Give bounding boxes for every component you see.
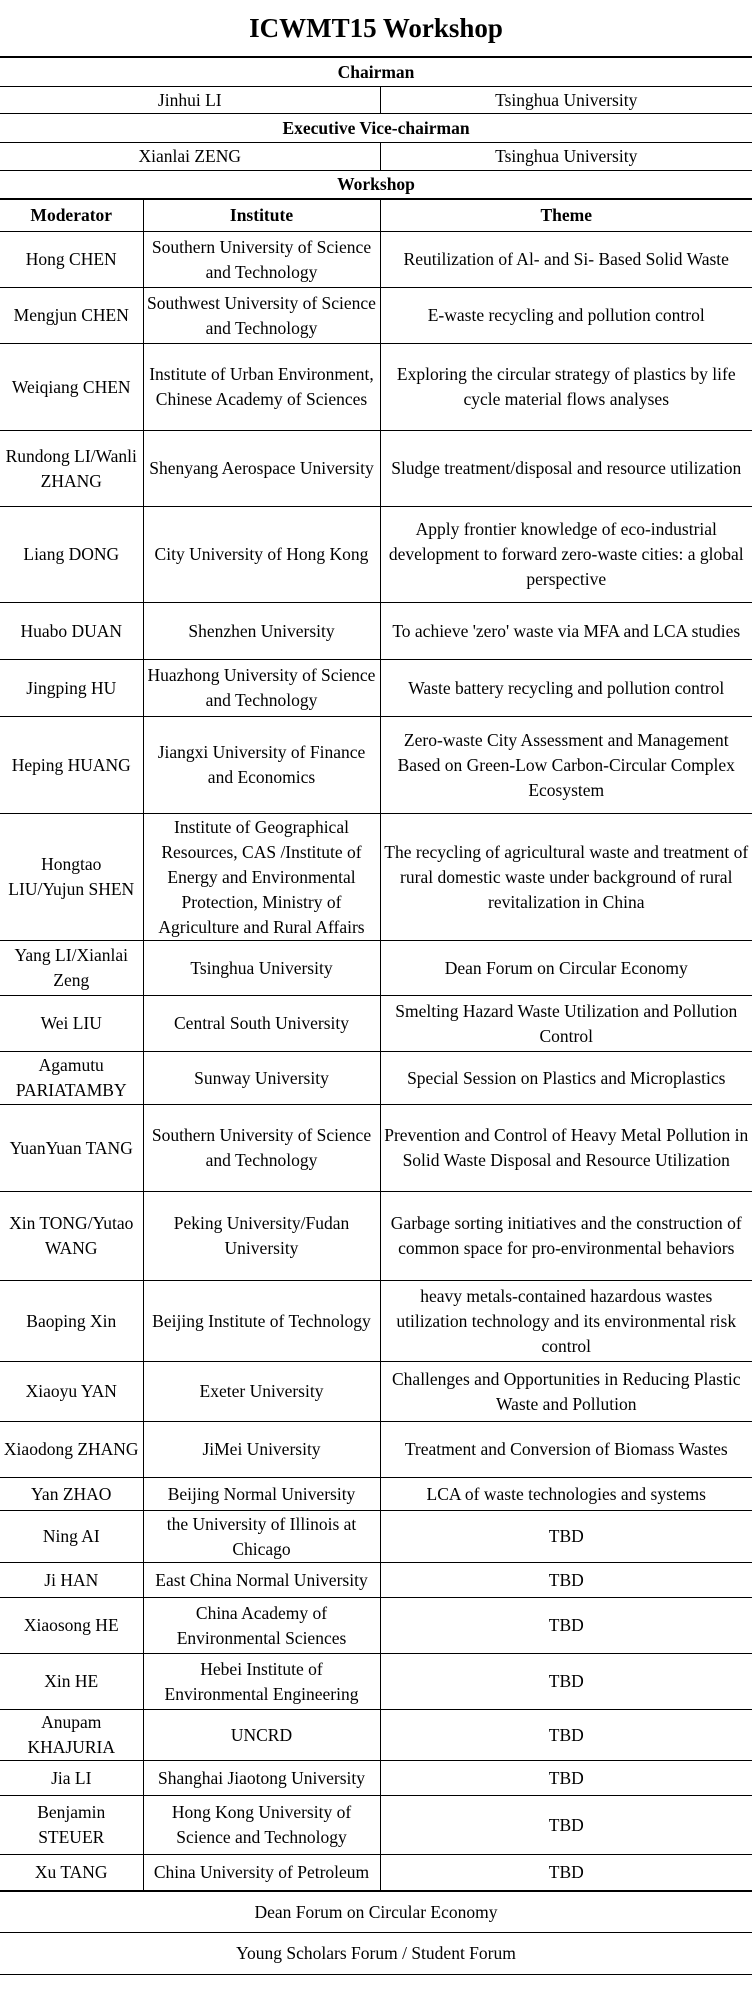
table-row xyxy=(0,996,752,1052)
document-title: ICWMT15 Workshop xyxy=(0,0,752,57)
moderator-cell: Heping HUANG xyxy=(0,717,143,814)
institute-cell: UNCRD xyxy=(143,1710,380,1761)
theme-cell: Garbage sorting initiatives and the construction of common space for pro-environmental behaviors xyxy=(380,1192,752,1281)
theme-cell: The recycling of agricultural waste and treatment of rural domestic waste under background of rural revitalization in China xyxy=(380,814,752,941)
institute-cell: Peking University/Fudan University xyxy=(143,1192,380,1281)
moderator-cell: Wei LIU xyxy=(0,996,143,1052)
table-row xyxy=(0,1422,752,1478)
institute-cell: the University of Illinois at Chicago xyxy=(143,1511,380,1563)
institute-cell: Central South University xyxy=(143,996,380,1052)
institute-cell: Southern University of Science and Technology xyxy=(143,1105,380,1192)
table-row xyxy=(0,1362,752,1422)
moderator-cell: Yang LI/Xianlai Zeng xyxy=(0,941,143,996)
institute-cell: China Academy of Environmental Sciences xyxy=(143,1598,380,1654)
table-row xyxy=(0,1761,752,1796)
workshop-table xyxy=(0,199,752,1891)
moderator-cell: Ning AI xyxy=(0,1511,143,1563)
moderator-cell: Liang DONG xyxy=(0,507,143,603)
table-row xyxy=(0,1654,752,1710)
theme-cell: TBD xyxy=(380,1563,752,1598)
table-row xyxy=(0,1052,752,1105)
institute-cell: Sunway University xyxy=(143,1052,380,1105)
theme-cell: Reutilization of Al- and Si- Based Solid Waste xyxy=(380,232,752,288)
theme-cell: TBD xyxy=(380,1654,752,1710)
moderator-cell: Xiaoyu YAN xyxy=(0,1362,143,1422)
theme-cell: Zero-waste City Assessment and Management Based on Green-Low Carbon-Circular Complex Ecosystem xyxy=(380,717,752,814)
table-row xyxy=(0,1563,752,1598)
theme-cell: Treatment and Conversion of Biomass Wastes xyxy=(380,1422,752,1478)
chairman-name: Jinhui LI xyxy=(0,87,380,114)
table-row xyxy=(0,232,752,288)
institute-cell: Hong Kong University of Science and Technology xyxy=(143,1796,380,1855)
institute-cell: Hebei Institute of Environmental Engineering xyxy=(143,1654,380,1710)
moderator-cell: Xu TANG xyxy=(0,1855,143,1891)
column-header-theme: Theme xyxy=(380,200,752,232)
institute-cell: Beijing Normal University xyxy=(143,1478,380,1511)
table-row xyxy=(0,1796,752,1855)
workshop-heading: Workshop xyxy=(0,171,752,199)
institute-cell: Shenyang Aerospace University xyxy=(143,431,380,507)
moderator-cell: Baoping Xin xyxy=(0,1281,143,1362)
table-row xyxy=(0,717,752,814)
young-scholars-forum-row: Young Scholars Forum / Student Forum xyxy=(0,1933,752,1975)
institute-cell: Beijing Institute of Technology xyxy=(143,1281,380,1362)
table-row xyxy=(0,660,752,717)
institute-cell: Jiangxi University of Finance and Economics xyxy=(143,717,380,814)
leadership-table xyxy=(0,57,752,199)
table-row xyxy=(0,507,752,603)
dean-forum-row: Dean Forum on Circular Economy xyxy=(0,1892,752,1933)
institute-cell: Tsinghua University xyxy=(143,941,380,996)
institute-cell: Shenzhen University xyxy=(143,603,380,660)
moderator-cell: Mengjun CHEN xyxy=(0,288,143,344)
column-header-moderator: Moderator xyxy=(0,200,143,232)
theme-cell: Dean Forum on Circular Economy xyxy=(380,941,752,996)
table-row xyxy=(0,1598,752,1654)
institute-cell: Huazhong University of Science and Technology xyxy=(143,660,380,717)
table-row xyxy=(0,1511,752,1563)
moderator-cell: Ji HAN xyxy=(0,1563,143,1598)
table-row xyxy=(0,1710,752,1761)
vice-chairman-institute: Tsinghua University xyxy=(380,143,752,171)
institute-cell: China University of Petroleum xyxy=(143,1855,380,1891)
moderator-cell: Yan ZHAO xyxy=(0,1478,143,1511)
vice-chairman-heading: Executive Vice-chairman xyxy=(0,114,752,143)
theme-cell: Apply frontier knowledge of eco-industrial development to forward zero-waste cities: a global perspective xyxy=(380,507,752,603)
table-row xyxy=(0,344,752,431)
theme-cell: TBD xyxy=(380,1761,752,1796)
institute-cell: Southern University of Science and Technology xyxy=(143,232,380,288)
moderator-cell: Jia LI xyxy=(0,1761,143,1796)
table-row xyxy=(0,1192,752,1281)
institute-cell: Shanghai Jiaotong University xyxy=(143,1761,380,1796)
table-row xyxy=(0,814,752,941)
theme-cell: Prevention and Control of Heavy Metal Pollution in Solid Waste Disposal and Resource Utilization xyxy=(380,1105,752,1192)
theme-cell: Sludge treatment/disposal and resource utilization xyxy=(380,431,752,507)
theme-cell: heavy metals-contained hazardous wastes utilization technology and its environmental risk control xyxy=(380,1281,752,1362)
column-header-institute: Institute xyxy=(143,200,380,232)
institute-cell: Exeter University xyxy=(143,1362,380,1422)
table-row xyxy=(0,603,752,660)
table-row xyxy=(0,1478,752,1511)
table-row xyxy=(0,1855,752,1891)
table-row xyxy=(0,941,752,996)
theme-cell: Exploring the circular strategy of plastics by life cycle material flows analyses xyxy=(380,344,752,431)
institute-cell: Southwest University of Science and Technology xyxy=(143,288,380,344)
chairman-heading: Chairman xyxy=(0,58,752,87)
footer-table xyxy=(0,1891,752,1975)
workshop-rows xyxy=(0,232,752,1891)
moderator-cell: Xiaosong HE xyxy=(0,1598,143,1654)
table-row xyxy=(0,288,752,344)
vice-chairman-name: Xianlai ZENG xyxy=(0,143,380,171)
theme-cell: TBD xyxy=(380,1511,752,1563)
moderator-cell: Weiqiang CHEN xyxy=(0,344,143,431)
theme-cell: TBD xyxy=(380,1796,752,1855)
theme-cell: Smelting Hazard Waste Utilization and Pollution Control xyxy=(380,996,752,1052)
moderator-cell: Xiaodong ZHANG xyxy=(0,1422,143,1478)
table-row xyxy=(0,431,752,507)
moderator-cell: Anupam KHAJURIA xyxy=(0,1710,143,1761)
theme-cell: TBD xyxy=(380,1855,752,1891)
theme-cell: LCA of waste technologies and systems xyxy=(380,1478,752,1511)
table-row xyxy=(0,1281,752,1362)
theme-cell: TBD xyxy=(380,1598,752,1654)
institute-cell: City University of Hong Kong xyxy=(143,507,380,603)
theme-cell: Special Session on Plastics and Microplastics xyxy=(380,1052,752,1105)
institute-cell: East China Normal University xyxy=(143,1563,380,1598)
chairman-institute: Tsinghua University xyxy=(380,87,752,114)
moderator-cell: Hong CHEN xyxy=(0,232,143,288)
theme-cell: E-waste recycling and pollution control xyxy=(380,288,752,344)
theme-cell: To achieve 'zero' waste via MFA and LCA studies xyxy=(380,603,752,660)
institute-cell: Institute of Geographical Resources, CAS /Institute of Energy and Environmental Protection, Ministry of Agriculture and Rural Affairs xyxy=(143,814,380,941)
moderator-cell: Xin HE xyxy=(0,1654,143,1710)
institute-cell: Institute of Urban Environment, Chinese Academy of Sciences xyxy=(143,344,380,431)
moderator-cell: Jingping HU xyxy=(0,660,143,717)
theme-cell: Challenges and Opportunities in Reducing Plastic Waste and Pollution xyxy=(380,1362,752,1422)
moderator-cell: Rundong LI/Wanli ZHANG xyxy=(0,431,143,507)
moderator-cell: Huabo DUAN xyxy=(0,603,143,660)
moderator-cell: Xin TONG/Yutao WANG xyxy=(0,1192,143,1281)
table-row xyxy=(0,1105,752,1192)
moderator-cell: YuanYuan TANG xyxy=(0,1105,143,1192)
institute-cell: JiMei University xyxy=(143,1422,380,1478)
theme-cell: Waste battery recycling and pollution control xyxy=(380,660,752,717)
moderator-cell: Agamutu PARIATAMBY xyxy=(0,1052,143,1105)
moderator-cell: Benjamin STEUER xyxy=(0,1796,143,1855)
theme-cell: TBD xyxy=(380,1710,752,1761)
moderator-cell: Hongtao LIU/Yujun SHEN xyxy=(0,814,143,941)
